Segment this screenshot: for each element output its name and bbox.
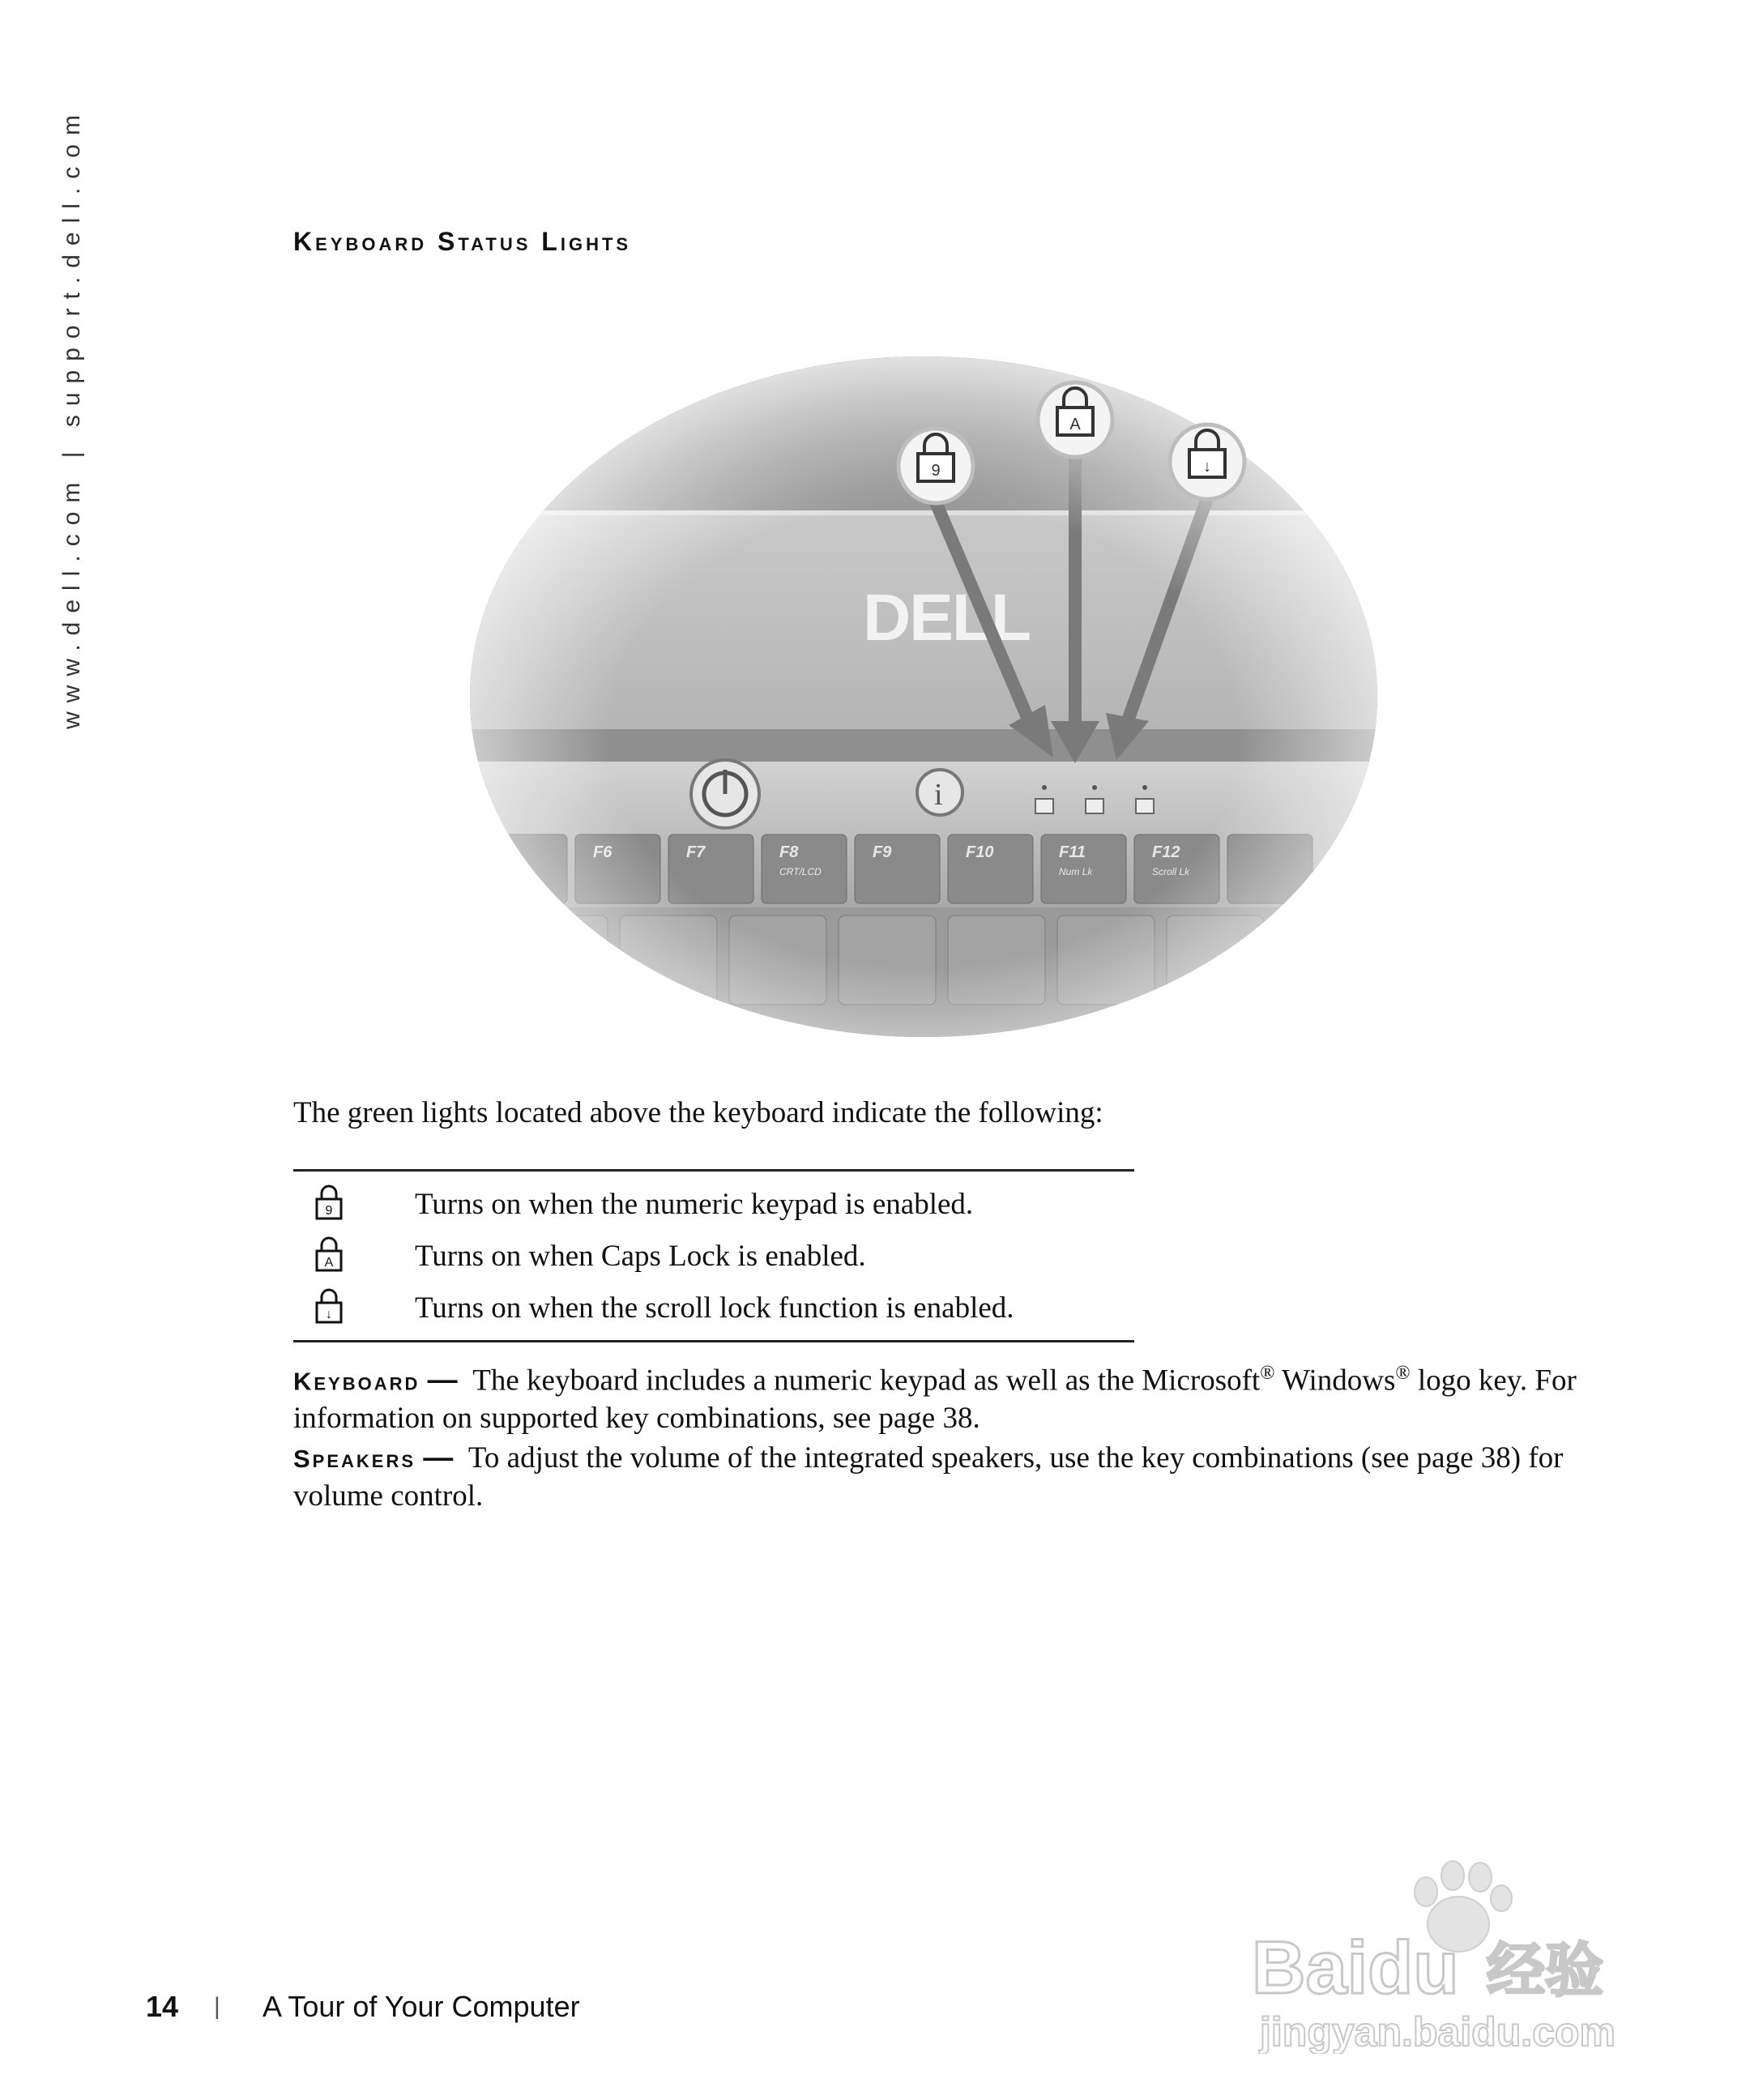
footer-separator: | — [214, 1993, 220, 2020]
keyboard-dash: — — [427, 1363, 458, 1397]
scroll-lock-icon — [293, 1287, 415, 1329]
callout-num-lock — [898, 429, 973, 503]
speakers-term: Speakers — [293, 1445, 416, 1473]
table-row — [293, 1230, 1134, 1282]
watermark-url: jingyan.baidu.com — [1260, 2009, 1616, 2054]
page-footer — [146, 1987, 580, 2027]
keyboard-paragraph — [293, 1355, 1590, 1437]
intro-text: The green lights located above the keyboard indicate the following: — [293, 1096, 1103, 1129]
table-row — [293, 1282, 1134, 1334]
page-number: 14 — [146, 1990, 179, 2023]
speakers-dash: — — [423, 1441, 454, 1474]
registered-mark: ® — [1395, 1363, 1411, 1384]
watermark-brand-suffix: 经验 — [1487, 1936, 1604, 2004]
svg-text:↓: ↓ — [326, 1307, 332, 1321]
keyboard-status-lights-figure — [405, 316, 1442, 1078]
keyboard-text-c: logo key. For information on supported key combinations, see page 38. — [293, 1364, 1577, 1436]
speakers-text: To adjust the volume of the integrated speakers, use the key combinations (see page 38) for volume control. — [293, 1441, 1564, 1513]
callout-scroll-lock — [1170, 425, 1244, 499]
baidu-watermark — [1244, 1851, 1665, 2054]
num-lock-icon — [293, 1184, 415, 1225]
registered-mark: ® — [1260, 1363, 1275, 1384]
keyboard-text-a: The keyboard includes a numeric keypad as well as the Microsoft — [472, 1364, 1261, 1398]
caps-lock-icon — [293, 1236, 415, 1277]
svg-text:A: A — [324, 1255, 334, 1270]
side-url-text: www.dell.com | support.dell.com — [58, 106, 85, 729]
keyboard-illustration — [405, 316, 1442, 1078]
watermark-brand: Baidu — [1252, 1927, 1459, 2009]
svg-text:↓: ↓ — [1203, 458, 1211, 476]
scroll-lock-description: Turns on when the scroll lock function is enabled. — [415, 1291, 1014, 1325]
keyboard-text-b: Windows — [1274, 1364, 1396, 1398]
section-title: Keyboard Status Lights — [293, 227, 632, 256]
svg-text:A: A — [1069, 416, 1081, 433]
caps-lock-description: Turns on when Caps Lock is enabled. — [415, 1239, 866, 1273]
status-lights-table — [293, 1169, 1134, 1342]
num-lock-description: Turns on when the numeric keypad is enabled. — [415, 1187, 974, 1221]
svg-text:9: 9 — [325, 1203, 333, 1218]
callout-caps-lock — [1038, 382, 1112, 457]
speakers-paragraph — [293, 1439, 1590, 1515]
table-row — [293, 1178, 1134, 1230]
chapter-title: A Tour of Your Computer — [262, 1990, 580, 2023]
svg-text:9: 9 — [931, 462, 941, 480]
keyboard-term: Keyboard — [293, 1367, 420, 1396]
